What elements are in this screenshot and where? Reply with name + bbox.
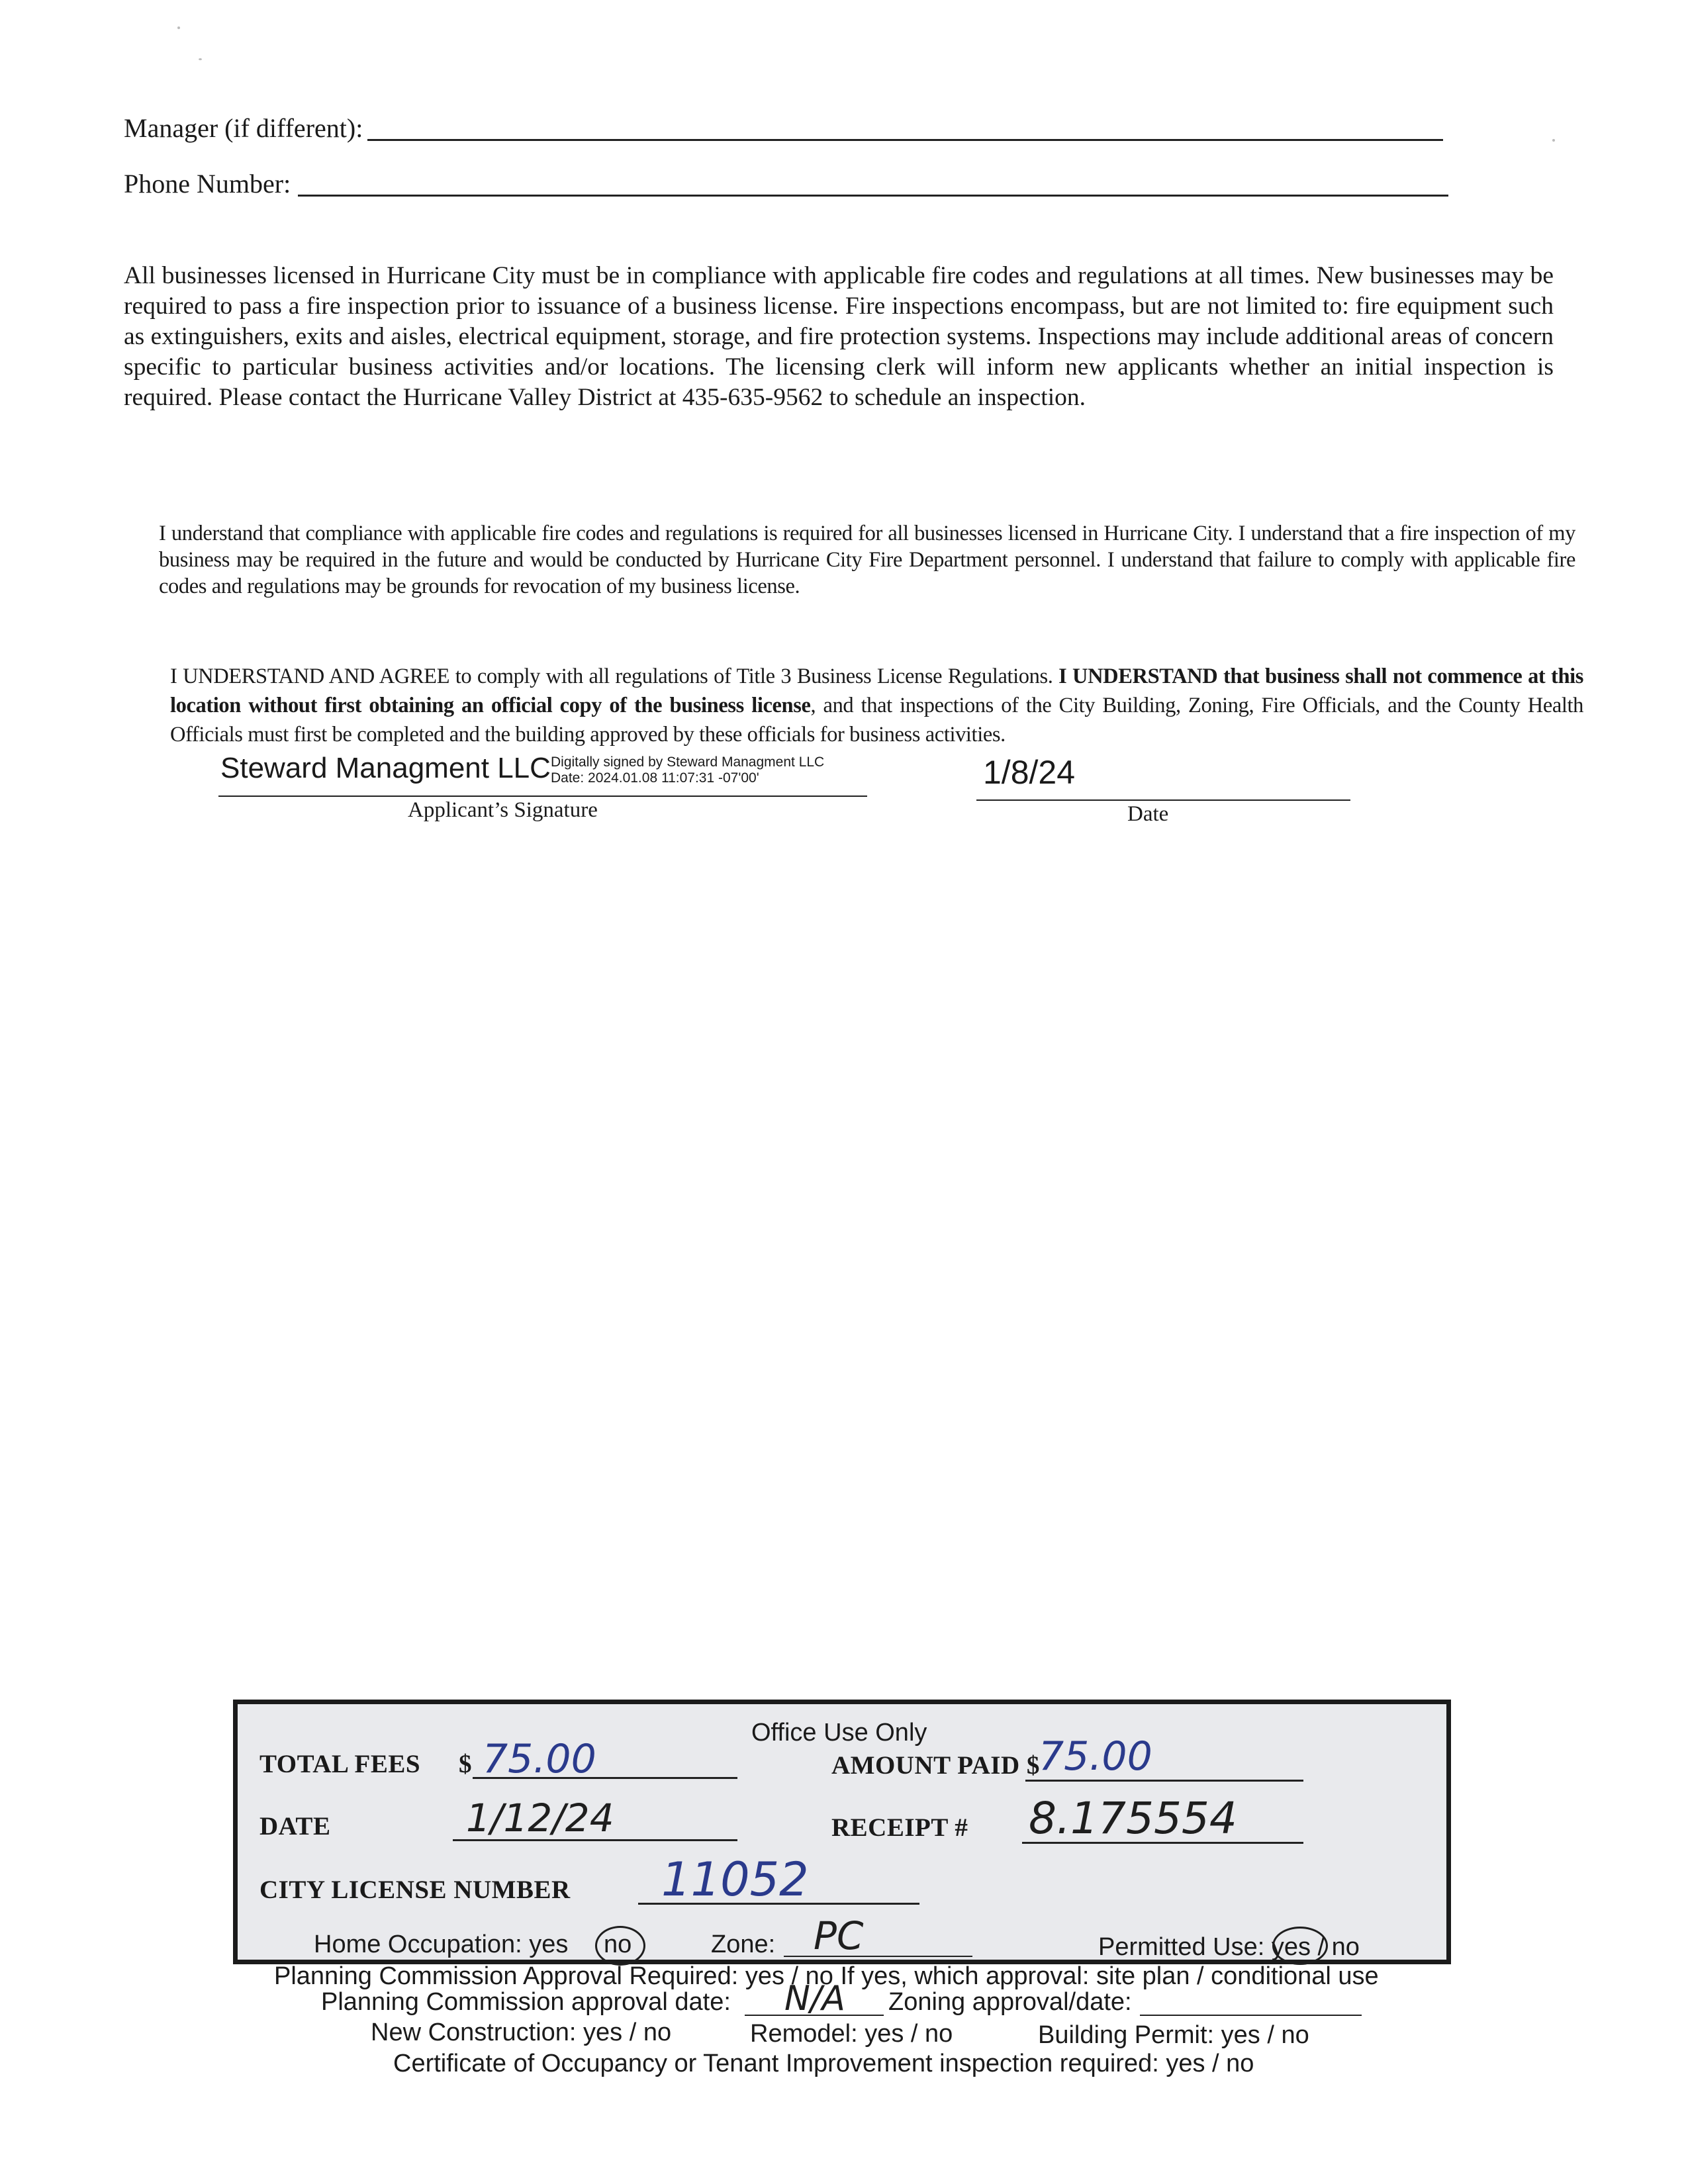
- agreement-text: I UNDERSTAND AND AGREE to comply with all regulations of Title 3 Business License Regulations.: [170, 664, 1059, 688]
- signature-line[interactable]: [218, 796, 867, 797]
- amount-paid-value: 75.00: [1039, 1733, 1152, 1780]
- scan-speck: [1552, 139, 1555, 142]
- permitted-use: Permitted Use: yes / no: [1098, 1933, 1360, 1961]
- digital-signature-line1: Digitally signed by Steward Managment LLC: [551, 754, 825, 770]
- planning-commission-date-label: Planning Commission approval date:: [321, 1988, 731, 2016]
- office-use-title: Office Use Only: [751, 1719, 927, 1747]
- total-fees-currency: $: [459, 1750, 472, 1778]
- digital-signature-line2: Date: 2024.01.08 11:07:31 -07'00': [551, 770, 759, 786]
- signature-caption: Applicant’s Signature: [408, 798, 598, 822]
- zoning-approval-field[interactable]: [1140, 2015, 1362, 2016]
- date-line[interactable]: [976, 799, 1350, 801]
- home-occupation-no: no: [604, 1931, 632, 1958]
- date-caption: Date: [1127, 802, 1169, 826]
- fire-inspection-notice: All businesses licensed in Hurricane City must be in compliance with applicable fire codes and regulations at all times. New businesses may be required to pass a fire inspection prior to issuance of a business license. Fire inspections encompass, but are not limited to: fire equipment such as extinguishers, exits and aisles, electrical equipment, storage, and fire protection systems. Inspections may include additional areas of concern specific to particular business activities and/or locations. The licensing clerk will inform new applicants whether an initial inspection is required. Please contact the Hurricane Valley District at 435-635-9562 to schedule an inspection.: [124, 262, 1554, 411]
- digital-signature-info: [551, 754, 824, 786]
- receipt-label: RECEIPT #: [831, 1813, 968, 1842]
- zoning-approval-label: Zoning approval/date:: [888, 1988, 1132, 2016]
- office-date-label: DATE: [259, 1812, 331, 1841]
- scan-speck: [199, 58, 202, 60]
- zone-field[interactable]: [784, 1956, 972, 1957]
- fire-code-acknowledgement: I understand that compliance with applicable fire codes and regulations is required for all businesses licensed in Hurricane City. I understand that a fire inspection of my business may be required in the future and would be conducted by Hurricane City Fire Department personnel. I understand that failure to comply with applicable fire codes and regulations may be grounds for revocation of my business license.: [159, 522, 1575, 598]
- phone-field[interactable]: [298, 195, 1448, 197]
- certificate-of-occupancy: Certificate of Occupancy or Tenant Improvement inspection required: yes / no: [393, 2050, 1254, 2077]
- amount-paid-field[interactable]: [1025, 1780, 1303, 1782]
- remodel: Remodel: yes / no: [750, 2020, 953, 2048]
- planning-commission-required: Planning Commission Approval Required: yes / no If yes, which approval: site plan / conditional use: [274, 1962, 1379, 1990]
- license-agreement: [170, 662, 1583, 749]
- new-construction: New Construction: yes / no: [371, 2019, 672, 2046]
- city-license-value: 11052: [661, 1852, 809, 1907]
- office-use-box: [233, 1700, 1451, 1990]
- home-occupation-no-circle: [595, 1926, 645, 1966]
- agreement-bold-text: I UNDERSTAND that business shall not commence at this location without first obtaining an official copy of the business license: [170, 664, 1583, 717]
- building-permit: Building Permit: yes / no: [1038, 2021, 1309, 2049]
- scan-speck: [177, 26, 180, 29]
- permitted-use-yes-circle: [1272, 1927, 1328, 1965]
- city-license-label: CITY LICENSE NUMBER: [259, 1876, 571, 1904]
- total-fees-value: 75.00: [483, 1736, 596, 1782]
- planning-commission-date-value: N/A: [784, 1979, 845, 2019]
- manager-label: Manager (if different):: [124, 113, 363, 143]
- zone-label: Zone:: [711, 1931, 776, 1958]
- amount-paid-label: AMOUNT PAID $: [831, 1751, 1040, 1780]
- phone-label: Phone Number:: [124, 169, 291, 199]
- office-date-value: 1/12/24: [466, 1796, 614, 1841]
- agreement-text-cont: , and that inspections of the City Building, Zoning, Fire Officials, and the County Health Officials must first be completed and the building approved by these officials for business activities.: [170, 694, 1583, 747]
- home-occupation-label: Home Occupation: yes: [314, 1931, 569, 1958]
- total-fees-label: TOTAL FEES: [259, 1750, 421, 1778]
- signature-date-value: 1/8/24: [983, 754, 1076, 791]
- zone-value: PC: [814, 1913, 864, 1958]
- receipt-value: 8.175554: [1029, 1793, 1237, 1844]
- applicant-signature-name: Steward Managment LLC: [220, 752, 551, 784]
- manager-field[interactable]: [367, 139, 1443, 141]
